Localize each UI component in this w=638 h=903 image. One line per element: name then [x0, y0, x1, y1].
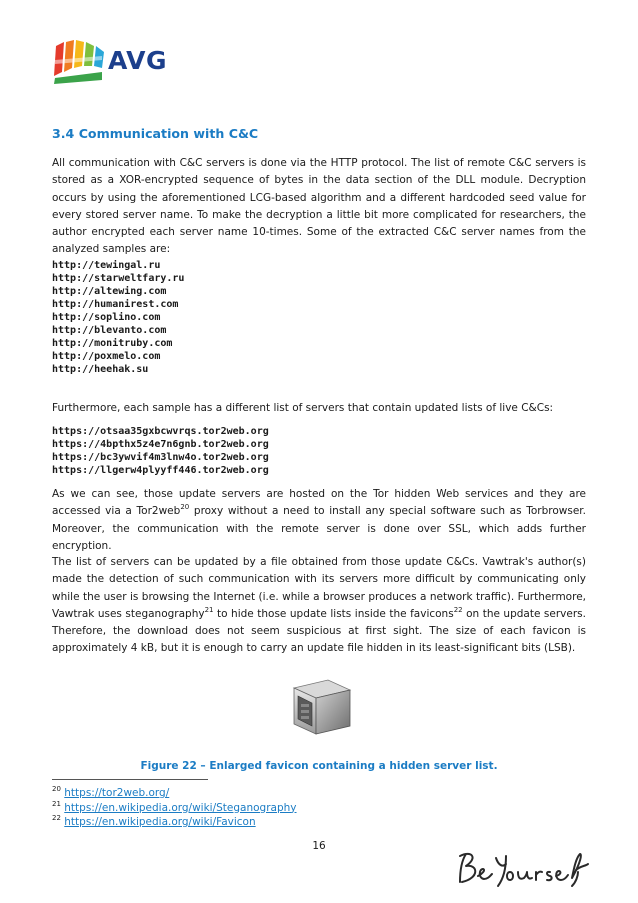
update-servers-paragraph: Furthermore, each sample has a different list of servers that contain updated lists of live C&Cs:: [52, 402, 554, 414]
update-server-url: https://otsaa35gxbcwvrqs.tor2web.org: [52, 426, 269, 437]
page-number: 16: [312, 840, 326, 852]
tor-paragraph-text: proxy without a need to install any special software such as Torbrowser. Moreover, the communication with the remote server is done over SSL, which adds further encryption.: [52, 505, 586, 552]
footnote: [52, 815, 297, 830]
logo-text: AVG: [108, 46, 168, 75]
footnote-ref: 21: [204, 605, 214, 614]
footnote-link[interactable]: https://tor2web.org/: [64, 787, 170, 799]
server-url: http://tewingal.ru: [52, 260, 161, 271]
footnotes: [52, 786, 297, 830]
server-url: http://altewing.com: [52, 286, 167, 297]
server-url: http://humanirest.com: [52, 299, 179, 310]
footnote-number: 22: [52, 814, 61, 822]
server-url: http://poxmelo.com: [52, 351, 161, 362]
tor-paragraph-text: As we can see, those update servers are hosted on the Tor hidden Web services and they are accessed via a Tor2web: [52, 488, 586, 518]
steganography-paragraph-text: on the update servers. Therefore, the download does not seem suspicious at first sight. The size of each favicon is approximately 4 kB, but it is enough to carry an update file hidden in its least-significant bits (LSB).: [52, 607, 586, 655]
tor-paragraph: [52, 486, 586, 555]
favicon-server-icon: [284, 676, 356, 740]
server-url: http://monitruby.com: [52, 338, 173, 349]
server-list: [52, 259, 184, 376]
footnote-ref: 20: [180, 503, 190, 512]
update-server-url: https://llgerw4plyyff446.tor2web.org: [52, 465, 269, 476]
intro-paragraph: All communication with C&C servers is done via the HTTP protocol. The list of remote C&C servers is stored as a XOR-encrypted sequence of bytes in the data section of the DLL module. Decryption occurs by using the aforementioned LCG-based algorithm and a different hardcoded seed value for every stored server name. To make the decryption a little bit more complicated for researchers, the author encrypted each server name 10-times. Some of the extracted C&C server names from the analyzed samples are:: [52, 157, 586, 256]
steganography-paragraph-text: to hide those update lists inside the favicons: [213, 607, 454, 620]
section-title: 3.4 Communication with C&C: [52, 126, 259, 141]
footnote: [52, 801, 297, 816]
footnote-number: 20: [52, 785, 61, 793]
footnote: [52, 786, 297, 801]
footnote-link[interactable]: https://en.wikipedia.org/wiki/Favicon: [64, 816, 256, 828]
update-server-url: https://bc3ywvif4m3lnw4o.tor2web.org: [52, 452, 269, 463]
steganography-paragraph-text: The list of servers can be updated by a file obtained from those update C&Cs. Vawtrak's author(s) made the detection of such communication with its servers more difficult by communicating only while the user is browsing the Internet (i.e. while a browser produces a network traffic). Furthermore, Vawtrak uses steganography: [52, 556, 586, 620]
server-url: http://blevanto.com: [52, 325, 167, 336]
update-server-url: https://4bpthx5z4e7n6gnb.tor2web.org: [52, 439, 269, 450]
figure-caption: Figure 22 – Enlarged favicon containing a hidden server list.: [140, 760, 498, 772]
steganography-paragraph: [52, 554, 586, 658]
server-url: http://heehak.su: [52, 364, 149, 375]
footnote-ref: 22: [453, 605, 463, 614]
update-server-list: [52, 425, 269, 477]
footnote-number: 21: [52, 799, 61, 808]
footnote-link[interactable]: https://en.wikipedia.org/wiki/Steganography: [64, 801, 297, 814]
footnote-divider: [52, 779, 208, 780]
server-url: http://starweltfary.ru: [52, 273, 185, 284]
server-url: http://soplino.com: [52, 312, 161, 323]
be-yourself-signature-icon: [452, 848, 590, 890]
